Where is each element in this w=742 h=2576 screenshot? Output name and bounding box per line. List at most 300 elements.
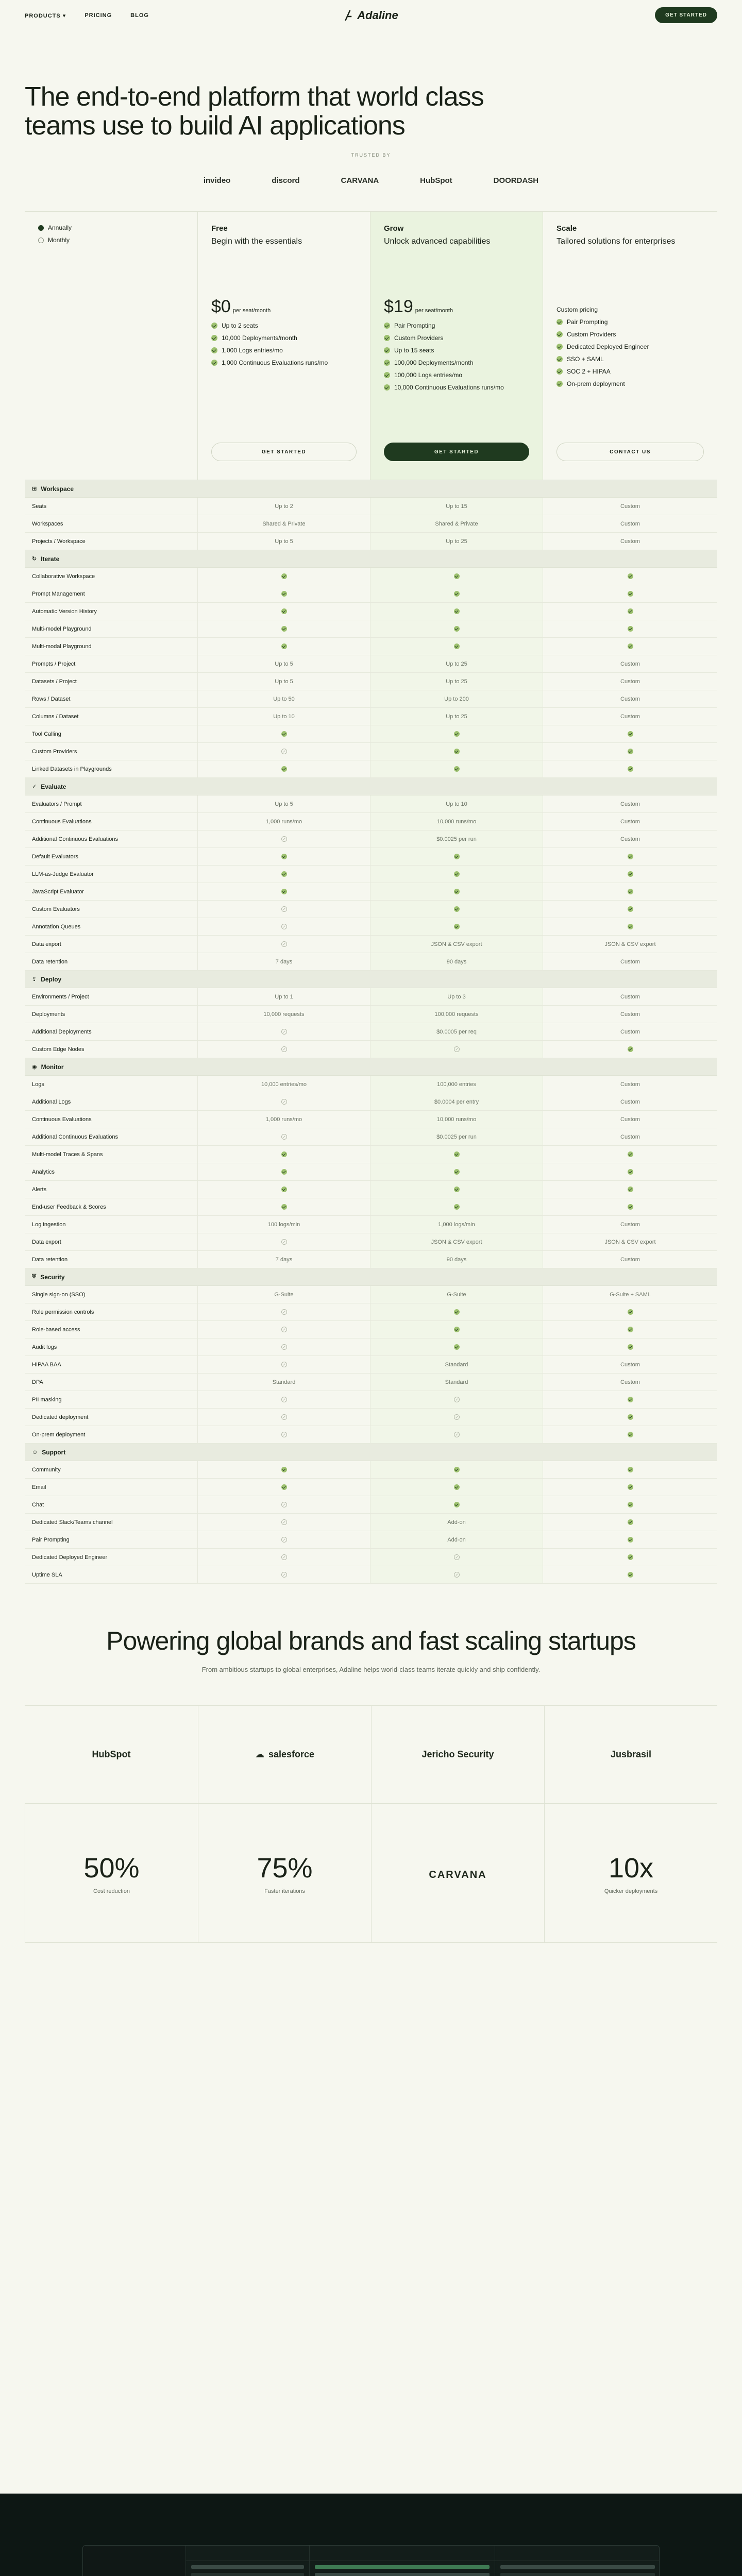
feature-value [543,1461,717,1478]
trusted-brand-row [25,170,717,191]
customer-salesforce-label: salesforce [268,1749,315,1759]
plan-feature [211,347,357,354]
feature-name: Columns / Dataset [32,713,79,720]
included-check-icon [454,731,460,737]
feature-value: 1,000 runs/mo [197,1111,370,1128]
stat-value: 50% [83,1852,140,1884]
feature-value: 100 logs/min [197,1216,370,1233]
feature-name: Uptime SLA [32,1571,62,1578]
get-started-nav-button[interactable]: GET STARTED [655,7,717,23]
feature-value: Up to 25 [370,655,543,672]
feature-value: Up to 5 [197,795,370,812]
included-check-icon [454,573,460,579]
feature-value: Up to 5 [197,655,370,672]
included-check-icon [628,1187,633,1192]
feature-row [25,1128,717,1146]
feature-value [197,1496,370,1513]
feature-row [25,1338,717,1356]
feature-value [197,620,370,637]
feature-value [197,760,370,777]
feature-value [370,918,543,935]
feature-comparison [25,480,717,1584]
included-check-icon [628,906,633,912]
included-check-icon [281,889,287,894]
feature-row [25,585,717,603]
included-check-icon [281,626,287,632]
app-text-line [500,2573,655,2576]
feature-value [197,848,370,865]
workspace-icon: ⊞ [32,486,37,492]
feature-row [25,1531,717,1549]
feature-name: Deployments [32,1011,65,1018]
support-icon: ☺ [32,1449,38,1455]
feature-value [197,883,370,900]
billing-annually[interactable] [38,224,184,231]
check-icon [556,319,563,325]
feature-value: Up to 1 [197,988,370,1005]
feature-name: Audit logs [32,1344,57,1350]
feature-value [370,1303,543,1320]
feature-row [25,1303,717,1321]
included-check-icon [628,1414,633,1420]
feature-name: Data retention [32,1256,68,1263]
section-title: Security [40,1273,65,1281]
feature-row [25,1146,717,1163]
check-icon [556,331,563,337]
plan-scale [543,212,717,480]
radio-empty-icon [38,238,44,243]
brand-logo[interactable] [344,9,398,22]
feature-row [25,690,717,708]
stat-label: Faster iterations [264,1888,305,1894]
plan-feature-label: 1,000 Logs entries/mo [222,347,283,354]
check-icon [211,323,217,329]
feature-value [543,1391,717,1408]
get-started-button[interactable]: GET STARTED [384,443,529,461]
feature-value [543,743,717,760]
feature-name: Multi-model Playground [32,625,92,632]
feature-value: Custom [543,1076,717,1093]
feature-name: Continuous Evaluations [32,1116,92,1123]
app-column-prompts [186,2546,310,2576]
included-check-icon [281,643,287,649]
feature-value: Up to 25 [370,708,543,725]
included-check-icon [628,1519,633,1525]
included-check-icon [628,871,633,877]
feature-value [197,1514,370,1531]
plan-feature-label: Custom Providers [394,334,444,342]
feature-name: Evaluators / Prompt [32,801,82,807]
hero [0,31,742,191]
feature-value [370,638,543,655]
not-included-icon [281,924,287,929]
feature-value [370,1321,543,1338]
feature-name: HIPAA BAA [32,1361,61,1368]
feature-value: Custom [543,708,717,725]
feature-name: Log ingestion [32,1221,66,1228]
feature-value: Custom [543,1356,717,1373]
get-started-button[interactable]: GET STARTED [211,443,357,461]
included-check-icon [628,1554,633,1560]
feature-value [543,1409,717,1426]
included-check-icon [454,889,460,894]
feature-name: Custom Evaluators [32,906,80,912]
feature-row [25,533,717,550]
plan-feature-label: SSO + SAML [567,355,604,363]
app-column-header [186,2546,309,2561]
feature-name: Environments / Project [32,993,89,1000]
plan-feature-label: Up to 15 seats [394,347,434,354]
feature-value: Up to 25 [370,533,543,550]
stat-value: 10x [608,1852,654,1884]
feature-value: Up to 15 [370,498,543,515]
feature-value [197,1303,370,1320]
section-title: Workspace [41,485,74,493]
nav-products[interactable]: PRODUCTS ▾ [25,12,66,19]
pricing-table [25,211,717,1584]
feature-row [25,813,717,831]
included-check-icon [281,1204,287,1210]
plan-feature [384,384,529,391]
feature-row [25,655,717,673]
app-text-line [315,2565,490,2569]
nav-blog[interactable]: BLOG [130,12,149,19]
feature-value [197,1023,370,1040]
feature-value: Custom [543,831,717,848]
feature-value [197,866,370,883]
app-sidebar-row [88,2553,180,2564]
customer-logo-grid [25,1705,717,1943]
not-included-icon [454,1414,460,1420]
included-check-icon [281,591,287,597]
plan-free [197,212,370,480]
feature-value [197,1321,370,1338]
feature-row [25,1461,717,1479]
feature-row [25,1514,717,1531]
stat-label: Cost reduction [93,1888,130,1894]
plan-feature [384,359,529,366]
feature-name: Additional Deployments [32,1028,92,1035]
feature-name: Collaborative Workspace [32,573,95,580]
not-included-icon [454,1432,460,1437]
customer-hubspot: HubSpot [25,1706,198,1804]
feature-value [543,725,717,742]
feature-name: PII masking [32,1396,62,1403]
check-icon [384,384,390,391]
feature-value [370,1496,543,1513]
customers-section [0,1584,742,1674]
included-check-icon [628,1432,633,1437]
included-check-icon [454,766,460,772]
feature-row [25,1181,717,1198]
feature-value [197,1041,370,1058]
feature-row [25,1479,717,1496]
feature-value [370,883,543,900]
included-check-icon [454,608,460,614]
check-icon [384,347,390,353]
feature-value [370,848,543,865]
feature-value [543,1181,717,1198]
app-text-line [500,2565,655,2569]
feature-name: Automatic Version History [32,608,97,615]
check-icon [211,347,217,353]
not-included-icon [281,1134,287,1140]
feature-value [370,1479,543,1496]
feature-value [197,1233,370,1250]
feature-value: Up to 5 [197,673,370,690]
feature-row [25,1251,717,1268]
feature-value: Custom [543,498,717,515]
included-check-icon [628,1046,633,1052]
feature-row [25,1496,717,1514]
feature-name: Logs [32,1081,44,1088]
feature-value [543,1146,717,1163]
feature-row [25,620,717,638]
price-value: Custom pricing [556,306,598,313]
feature-value: Up to 2 [197,498,370,515]
plan-feature [556,331,704,338]
feature-value: JSON & CSV export [370,936,543,953]
feature-value: Standard [370,1374,543,1391]
not-included-icon [454,1572,460,1578]
customers-title: Powering global brands and fast scaling startups [106,1626,636,1655]
feature-value: JSON & CSV export [543,936,717,953]
contact-us-button[interactable]: CONTACT US [556,443,704,461]
plan-feature-label: 100,000 Logs entries/mo [394,371,463,379]
nav-pricing[interactable]: PRICING [85,12,112,19]
feature-value [197,1198,370,1215]
evaluate-icon: ✓ [32,784,37,790]
plan-feature-label: 10,000 Continuous Evaluations runs/mo [394,384,504,391]
included-check-icon [628,1344,633,1350]
included-check-icon [454,871,460,877]
feature-value [197,1181,370,1198]
feature-name: Additional Continuous Evaluations [32,1133,118,1140]
feature-value: Add-on [370,1531,543,1548]
section-title: Iterate [41,555,60,563]
included-check-icon [454,1204,460,1210]
app-column-editor [310,2546,495,2576]
section-title: Monitor [41,1063,64,1071]
not-included-icon [281,749,287,754]
feature-row [25,1286,717,1303]
feature-row [25,1006,717,1023]
cloud-icon: ☁ [255,1749,264,1759]
feature-name: Workspaces [32,520,63,527]
trusted-by-label: TRUSTED BY [351,152,391,158]
feature-row [25,1076,717,1093]
feature-value [197,1549,370,1566]
feature-value [197,1409,370,1426]
feature-row [25,848,717,866]
included-check-icon [454,1467,460,1472]
feature-name: JavaScript Evaluator [32,888,84,895]
feature-value [370,1409,543,1426]
feature-row [25,866,717,883]
feature-value: 10,000 runs/mo [370,813,543,830]
included-check-icon [628,643,633,649]
not-included-icon [281,906,287,912]
check-icon [556,381,563,387]
feature-name: Dedicated Slack/Teams channel [32,1519,113,1526]
included-check-icon [281,731,287,737]
section-header-support [25,1444,717,1461]
price-value: $19 [384,297,413,316]
check-icon [211,360,217,366]
stat-carvana [371,1804,544,1943]
plan-feature [211,359,357,366]
feature-value [197,1391,370,1408]
feature-value: Custom [543,1374,717,1391]
feature-value: Custom [543,795,717,812]
app-sidebar-row [88,2564,180,2575]
feature-value [197,1461,370,1478]
feature-value [197,1566,370,1583]
included-check-icon [454,591,460,597]
section-header-evaluate [25,778,717,795]
plan-feature-label: 100,000 Deployments/month [394,359,474,366]
feature-row [25,1093,717,1111]
feature-value [543,866,717,883]
feature-row [25,725,717,743]
feature-row [25,831,717,848]
plan-subtitle: Unlock advanced capabilities [384,237,491,246]
price-suffix: per seat/month [415,308,453,314]
included-check-icon [281,1169,287,1175]
included-check-icon [454,1169,460,1175]
feature-name: Linked Datasets in Playgrounds [32,766,112,772]
feature-value [370,585,543,602]
feature-name: Seats [32,503,47,510]
not-included-icon [281,1029,287,1035]
feature-value [543,638,717,655]
feature-name: Tool Calling [32,731,61,737]
feature-value: Custom [543,953,717,970]
feature-value [370,866,543,883]
plan-feature-label: Custom Providers [567,331,616,338]
feature-value: Custom [543,690,717,707]
feature-value: Custom [543,813,717,830]
included-check-icon [628,1309,633,1315]
feature-value [370,743,543,760]
feature-name: Multi-modal Playground [32,643,92,650]
feature-value [543,848,717,865]
included-check-icon [628,608,633,614]
brand-name: Adaline [357,9,398,22]
feature-value [543,1041,717,1058]
feature-value [370,1549,543,1566]
iterate-icon: ↻ [32,556,37,562]
included-check-icon [628,1572,633,1578]
included-check-icon [281,1484,287,1490]
included-check-icon [454,1327,460,1332]
feature-value [370,1198,543,1215]
feature-value [543,1479,717,1496]
feature-value [543,1549,717,1566]
feature-name: Chat [32,1501,44,1508]
included-check-icon [628,1327,633,1332]
included-check-icon [628,924,633,929]
feature-value [197,901,370,918]
feature-value [197,638,370,655]
feature-value [370,1461,543,1478]
feature-name: DPA [32,1379,43,1385]
feature-value: 100,000 requests [370,1006,543,1023]
plan-name: Grow [384,224,404,233]
section-header-deploy [25,971,717,988]
feature-row [25,1321,717,1338]
plan-feature-label: Pair Prompting [394,322,435,329]
feature-value: 90 days [370,953,543,970]
feature-row [25,1391,717,1409]
feature-name: Custom Providers [32,748,77,755]
brand-doordash: DOORDASH [493,176,539,185]
billing-annually-label: Annually [48,224,72,231]
check-icon [384,323,390,329]
included-check-icon [454,906,460,912]
included-check-icon [628,1484,633,1490]
feature-row [25,708,717,725]
feature-name: Community [32,1466,61,1473]
feature-value: Custom [543,1216,717,1233]
feature-value [543,603,717,620]
billing-toggle [25,212,197,480]
feature-value: Add-on [370,1514,543,1531]
feature-value [370,603,543,620]
plan-subtitle: Begin with the essentials [211,237,302,246]
feature-value: 7 days [197,1251,370,1268]
feature-name: Additional Continuous Evaluations [32,836,118,842]
not-included-icon [281,836,287,842]
included-check-icon [628,889,633,894]
plan-feature [556,368,704,375]
not-included-icon [281,1554,287,1560]
not-included-icon [454,1554,460,1560]
feature-value [197,1356,370,1373]
not-included-icon [281,1344,287,1350]
feature-name: Additional Logs [32,1098,71,1105]
feature-row [25,1041,717,1058]
feature-value: Custom [543,655,717,672]
feature-value: Up to 25 [370,673,543,690]
check-icon [556,344,563,350]
check-icon [384,335,390,341]
feature-value: $0.0025 per run [370,831,543,848]
feature-value [543,1531,717,1548]
feature-name: Alerts [32,1186,47,1193]
customers-subtitle: From ambitious startups to global enterprises, Adaline helps world-class teams iterate quickly and ship confidently. [201,1666,541,1673]
plan-feature-label: Pair Prompting [567,318,608,326]
app-column-header [310,2546,495,2561]
plan-feature-label: 1,000 Continuous Evaluations runs/mo [222,359,328,366]
feature-name: Continuous Evaluations [32,818,92,825]
billing-monthly[interactable] [38,236,184,244]
included-check-icon [281,766,287,772]
included-check-icon [281,608,287,614]
feature-name: Pair Prompting [32,1536,70,1543]
included-check-icon [281,1467,287,1472]
feature-row [25,1549,717,1566]
not-included-icon [281,1537,287,1543]
feature-value: JSON & CSV export [370,1233,543,1250]
feature-value [197,1163,370,1180]
not-included-icon [281,1239,287,1245]
plan-feature [384,371,529,379]
included-check-icon [454,643,460,649]
feature-row [25,1566,717,1584]
feature-value [197,1426,370,1443]
feature-value [543,1198,717,1215]
